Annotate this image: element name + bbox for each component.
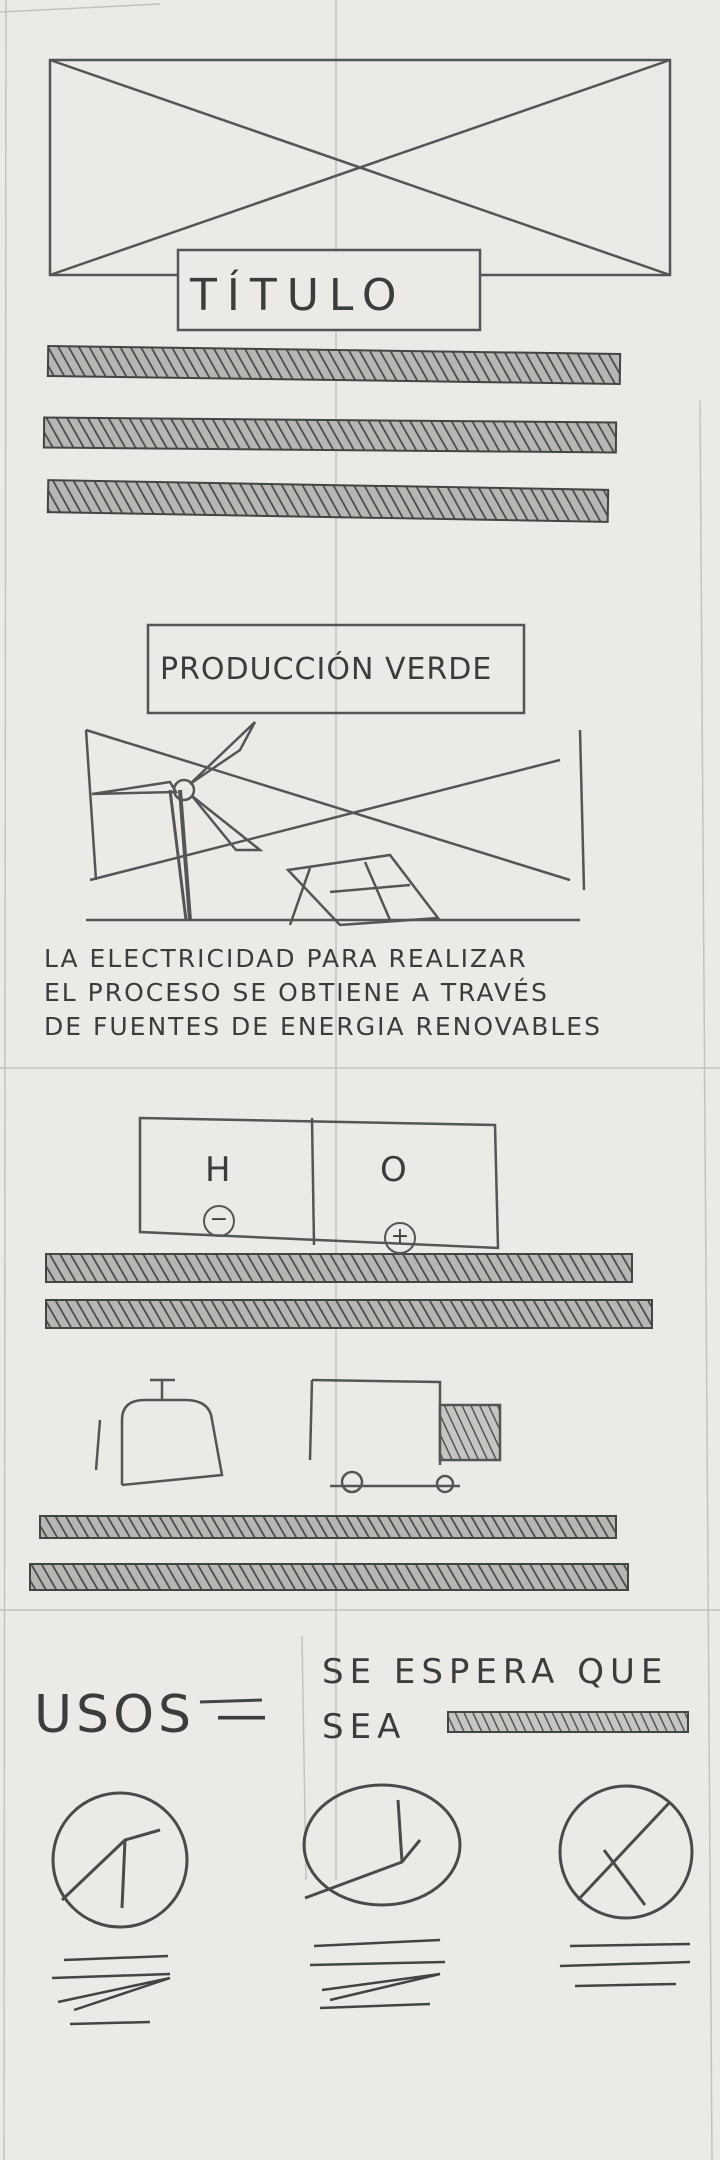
usage-caption-lines <box>560 1944 690 1986</box>
expectation-line: SEA <box>322 1707 407 1747</box>
usage-icon <box>53 1793 187 1927</box>
body-text-lines <box>44 346 620 522</box>
plus-icon: + <box>384 1222 416 1254</box>
hydrogen-tank-icon <box>96 1380 222 1485</box>
guide-line <box>0 4 160 12</box>
text-line <box>46 1254 632 1282</box>
expectation-line: SE ESPERA QUE <box>322 1652 669 1692</box>
usage-caption-lines <box>52 1956 170 2024</box>
text-line <box>30 1564 628 1590</box>
text-line <box>46 1300 652 1328</box>
oxygen-label: O <box>380 1150 407 1190</box>
minus-icon: − <box>203 1205 235 1237</box>
electrolysis-cell <box>140 1118 498 1248</box>
solar-panel-icon <box>288 855 438 925</box>
hero-image-placeholder <box>50 60 670 275</box>
guide-line <box>4 0 6 2160</box>
page-title: TÍTULO <box>190 270 407 321</box>
text-line <box>48 480 608 522</box>
transport-text-lines <box>30 1516 628 1590</box>
electrolysis-text-lines <box>46 1254 652 1328</box>
paragraph-line: DE FUENTES DE ENERGIA RENOVABLES <box>44 1012 602 1041</box>
usage-icon <box>560 1786 692 1918</box>
transport-truck-icon <box>310 1380 500 1492</box>
placeholder-value <box>448 1712 688 1732</box>
text-line <box>44 418 616 453</box>
renewable-energy-illustration <box>86 722 584 925</box>
wind-turbine-icon <box>92 722 260 920</box>
text-line <box>40 1516 616 1538</box>
usage-icon <box>304 1785 460 1905</box>
usage-caption-lines <box>310 1940 445 2008</box>
hydrogen-label: H <box>205 1150 231 1190</box>
section-heading: PRODUCCIÓN VERDE <box>160 652 493 687</box>
paragraph-line: EL PROCESO SE OBTIENE A TRAVÉS <box>44 978 549 1007</box>
guide-line <box>700 400 712 2160</box>
uses-label: USOS — <box>34 1685 272 1745</box>
paragraph-line: LA ELECTRICIDAD PARA REALIZAR <box>44 944 528 973</box>
text-line <box>48 346 620 384</box>
